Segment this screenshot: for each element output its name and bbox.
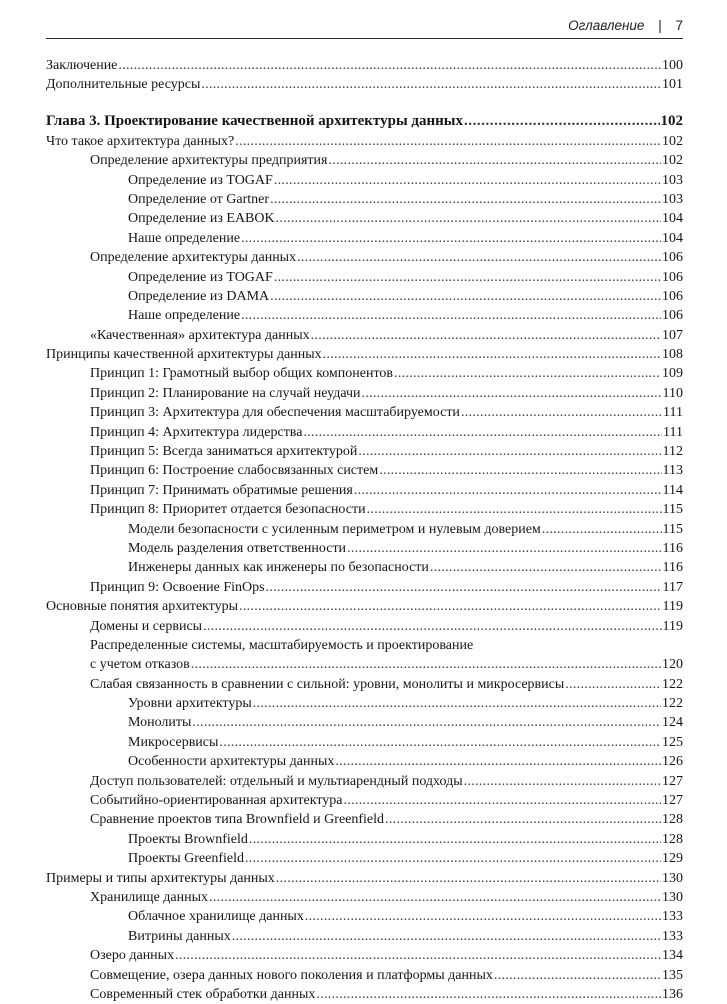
- toc-entry-title: Модели безопасности с усиленным периметром и нулевым доверием: [128, 521, 541, 537]
- toc-entry[interactable]: [46, 539, 683, 558]
- toc-leader-dots: [335, 752, 661, 771]
- toc-leader-dots: [270, 190, 661, 209]
- toc-entry-page: 109: [662, 366, 683, 382]
- toc-leader-dots: [276, 869, 661, 888]
- toc-entry[interactable]: [46, 520, 683, 539]
- toc-leader-dots: [385, 810, 661, 829]
- toc-entry[interactable]: [46, 403, 683, 422]
- toc-entry-title: с учетом отказов: [90, 657, 190, 673]
- toc-leader-dots: [354, 481, 662, 500]
- toc-entry-page: 133: [662, 909, 683, 925]
- toc-entry-page: 112: [662, 444, 683, 460]
- toc-entry[interactable]: [46, 461, 683, 480]
- toc-entry-title: Принцип 2: Планирование на случай неудачи: [90, 385, 361, 401]
- toc-leader-dots: [270, 287, 661, 306]
- toc-leader-dots: [274, 268, 661, 287]
- toc-leader-dots: [245, 849, 661, 868]
- toc-entry[interactable]: [46, 810, 683, 829]
- toc-entry-page: 129: [662, 851, 683, 867]
- toc-leader-dots: [235, 132, 661, 151]
- toc-entry-page: 103: [662, 172, 683, 188]
- toc-entry[interactable]: [46, 558, 683, 577]
- toc-entry[interactable]: [46, 714, 683, 733]
- toc-entry-page: 111: [663, 405, 683, 421]
- toc-entry-page: 106: [662, 250, 683, 266]
- toc-entry[interactable]: [46, 578, 683, 597]
- toc-entry[interactable]: [46, 966, 683, 985]
- toc-entry-title: Микросервисы: [128, 734, 219, 750]
- toc-entry-title: Инженеры данных как инженеры по безопасности: [128, 560, 429, 576]
- toc-leader-dots: [118, 56, 661, 75]
- toc-entry-title: Принцип 1: Грамотный выбор общих компонентов: [90, 366, 394, 382]
- toc-entry-title: Принцип 7: Принимать обратимые решения: [90, 482, 353, 498]
- toc-entry-title: Особенности архитектуры данных: [128, 754, 335, 770]
- toc-leader-dots: [239, 597, 662, 616]
- toc-entry-page: 104: [662, 230, 683, 246]
- toc-leader-dots: [344, 791, 661, 810]
- toc-entry-title: Определение из EABOK: [128, 211, 275, 227]
- toc-entry[interactable]: [46, 151, 683, 170]
- toc-entry[interactable]: [46, 617, 683, 636]
- toc-entry[interactable]: [46, 345, 683, 364]
- toc-entry[interactable]: [46, 384, 683, 403]
- toc-entry-page: 124: [662, 715, 683, 731]
- toc-leader-dots: [316, 985, 661, 1004]
- header-title: Оглавление: [568, 18, 645, 33]
- toc-entry-title: Событийно-ориентированная архитектура: [90, 793, 343, 809]
- toc-leader-dots: [347, 539, 661, 558]
- toc-entry-page: 122: [662, 676, 683, 692]
- toc-entry-title: Определение из TOGAF: [128, 269, 273, 285]
- toc-entry[interactable]: [46, 190, 683, 209]
- toc-entry[interactable]: [46, 326, 683, 345]
- toc-entry[interactable]: [46, 132, 683, 151]
- toc-entry[interactable]: [46, 772, 683, 791]
- toc-leader-dots: [464, 111, 660, 132]
- toc-entry-title: Принцип 4: Архитектура лидерства: [90, 424, 303, 440]
- toc-entry-page: 115: [662, 502, 683, 518]
- toc-leader-dots: [379, 461, 661, 480]
- toc-leader-dots: [358, 442, 661, 461]
- toc-entry-title: «Качественная» архитектура данных: [90, 327, 310, 343]
- toc-entry-page: 102: [662, 153, 683, 169]
- toc-entry-title: Принцип 5: Всегда заниматься архитектурой: [90, 444, 358, 460]
- toc-entry[interactable]: [46, 306, 683, 325]
- toc-entry-page: 104: [662, 211, 683, 227]
- toc-entry-title: Принцип 3: Архитектура для обеспечения масштабируемости: [90, 405, 460, 421]
- toc-entry-page: 122: [662, 696, 683, 712]
- toc-entry-page: 117: [662, 579, 683, 595]
- toc-entry[interactable]: [46, 171, 683, 190]
- toc-entry-page: 113: [662, 463, 683, 479]
- toc-leader-dots: [297, 248, 661, 267]
- toc-entry[interactable]: [46, 985, 683, 1004]
- toc-entry-page: 127: [662, 793, 683, 809]
- toc-leader-dots: [303, 423, 662, 442]
- toc-entry-page: 106: [662, 288, 683, 304]
- toc-entry[interactable]: [46, 907, 683, 926]
- toc-entry[interactable]: [46, 869, 683, 888]
- toc-entry-page: 116: [662, 540, 683, 556]
- toc-leader-dots: [328, 151, 661, 170]
- toc-entry[interactable]: [46, 287, 683, 306]
- toc-leader-dots: [542, 520, 662, 539]
- toc-entry-page: 134: [662, 948, 683, 964]
- toc-entry-page: 114: [662, 482, 683, 498]
- toc-entry-page: 102: [660, 112, 683, 129]
- toc-leader-dots: [219, 733, 661, 752]
- toc-entry-title: Определение от Gartner: [128, 191, 270, 207]
- toc-entry[interactable]: [46, 791, 683, 810]
- toc-entry[interactable]: [46, 423, 683, 442]
- toc-entry-title: Распределенные системы, масштабируемость и проектирование: [90, 637, 474, 653]
- toc-entry-page: 127: [662, 773, 683, 789]
- toc-entry[interactable]: [46, 888, 683, 907]
- toc-entry[interactable]: [46, 694, 683, 713]
- toc-leader-dots: [241, 306, 661, 325]
- toc-entry-title: Принцип 8: Приоритет отдается безопасности: [90, 502, 366, 518]
- toc-leader-dots: [232, 927, 661, 946]
- toc-entry-page: 136: [662, 986, 683, 1002]
- toc-chapter-entry[interactable]: [46, 111, 683, 132]
- toc-leader-dots: [274, 171, 661, 190]
- toc-entry[interactable]: [46, 830, 683, 849]
- toc-entry-title: Что такое архитектура данных?: [46, 133, 235, 149]
- toc-entry[interactable]: [46, 481, 683, 500]
- toc-entry-title: Уровни архитектуры: [128, 696, 252, 712]
- toc-entry-title: Монолиты: [128, 715, 192, 731]
- toc-entry-page: 130: [662, 890, 683, 905]
- toc-entry-title: Примеры и типы архитектуры данных: [46, 870, 275, 886]
- toc-leader-dots: [201, 75, 661, 94]
- toc-leader-dots: [266, 578, 662, 597]
- header-separator: |: [658, 18, 662, 33]
- toc-entry[interactable]: [46, 597, 683, 616]
- toc-leader-dots: [203, 617, 661, 636]
- toc-entry[interactable]: [46, 268, 683, 287]
- toc-entry-title: Озеро данных: [90, 948, 175, 964]
- toc-entry-title: Проекты Brownfield: [128, 831, 248, 847]
- toc-entry-title: Домены и сервисы: [90, 618, 203, 634]
- toc-entry[interactable]: [46, 675, 683, 694]
- toc-entry-title: Наше определение: [128, 308, 241, 324]
- toc-entry-page: 111: [663, 424, 683, 440]
- toc-entry-page: 128: [662, 831, 683, 847]
- toc-entry-page: 107: [662, 327, 683, 343]
- toc-entry-title: Современный стек обработки данных: [90, 986, 316, 1002]
- toc-entry[interactable]: [46, 364, 683, 383]
- toc-leader-dots: [367, 500, 662, 519]
- toc-leader-dots: [305, 907, 661, 926]
- toc-entry-page: 133: [662, 928, 683, 944]
- toc-entry-title: Принцип 6: Построение слабосвязанных систем: [90, 463, 379, 479]
- toc-leader-dots: [253, 694, 661, 713]
- toc-leader-dots: [276, 209, 661, 228]
- toc-entry-page: 119: [662, 618, 683, 634]
- toc-entry-page: 135: [662, 967, 683, 983]
- toc-leader-dots: [362, 384, 662, 403]
- toc-entry-title: Определение из DAMA: [128, 288, 270, 304]
- toc-entry-title: Определение из TOGAF: [128, 172, 273, 188]
- toc-entry-page: 106: [662, 269, 683, 285]
- toc-entry-page: 115: [662, 521, 683, 537]
- toc-entry[interactable]: [46, 655, 683, 674]
- toc-leader-dots: [494, 966, 661, 985]
- toc-entry[interactable]: [46, 849, 683, 868]
- toc-leader-dots: [175, 946, 661, 965]
- toc-entry[interactable]: [46, 75, 683, 94]
- toc-entry-page: 130: [662, 870, 683, 886]
- toc-entry-title: Хранилище данных: [90, 890, 209, 905]
- toc-entry-title: Облачное хранилище данных: [128, 909, 304, 925]
- toc-entry-title: Глава 3. Проектирование качественной архитектуры данных: [46, 112, 463, 129]
- toc-entry[interactable]: [46, 56, 683, 75]
- toc-entry[interactable]: [46, 752, 683, 771]
- toc-entry-title: Модель разделения ответственности: [128, 540, 347, 556]
- toc-leader-dots: [394, 364, 661, 383]
- toc-leader-dots: [565, 675, 661, 694]
- toc-entry-title: Слабая связанность в сравнении с сильной: уровни, монолиты и микросервисы: [90, 676, 565, 692]
- toc-entry-title: Наше определение: [128, 230, 241, 246]
- toc-entry-page: 101: [662, 77, 683, 93]
- toc-entry[interactable]: [46, 442, 683, 461]
- toc-entry-page: 106: [662, 308, 683, 324]
- toc-leader-dots: [241, 229, 661, 248]
- toc-entry-title: Совмещение, озера данных нового поколения и платформы данных: [90, 967, 493, 983]
- toc-entry-title: Основные понятия архитектуры: [46, 599, 239, 615]
- toc-entry-page: 120: [662, 657, 683, 673]
- toc-entry-page: 125: [662, 734, 683, 750]
- toc-entry-title: Определение архитектуры данных: [90, 250, 297, 266]
- toc-leader-dots: [192, 713, 661, 732]
- toc-entry-title: Принципы качественной архитектуры данных: [46, 347, 322, 363]
- header-page-number: 7: [675, 18, 683, 33]
- toc-entry[interactable]: [46, 500, 683, 519]
- toc-entry-line: [46, 636, 683, 655]
- toc-leader-dots: [249, 830, 661, 849]
- table-of-contents: [46, 56, 683, 1004]
- toc-entry-title: Определение архитектуры предприятия: [90, 153, 328, 169]
- toc-entry-title: Доступ пользователей: отдельный и мультиарендный подходы: [90, 773, 463, 789]
- toc-entry-title: Дополнительные ресурсы: [46, 77, 201, 93]
- toc-entry[interactable]: [46, 733, 683, 752]
- toc-entry[interactable]: [46, 946, 683, 965]
- toc-entry-page: 126: [662, 754, 683, 770]
- toc-entry-page: 108: [662, 347, 683, 363]
- toc-entry-page: 102: [662, 133, 683, 149]
- running-header: [46, 14, 683, 39]
- toc-leader-dots: [311, 326, 661, 345]
- toc-entry-page: 128: [662, 812, 683, 828]
- toc-entry-page: 116: [662, 560, 683, 576]
- toc-entry-title: Сравнение проектов типа Brownfield и Greenfield: [90, 812, 385, 828]
- toc-entry[interactable]: [46, 229, 683, 248]
- toc-entry[interactable]: [46, 248, 683, 267]
- toc-entry-page: 100: [662, 57, 683, 73]
- toc-leader-dots: [461, 403, 662, 422]
- toc-entry-title: Витрины данных: [128, 928, 231, 944]
- toc-leader-dots: [430, 558, 662, 577]
- toc-leader-dots: [209, 888, 661, 907]
- toc-entry-page: 119: [662, 599, 683, 615]
- toc-entry-title: Проекты Greenfield: [128, 851, 244, 867]
- toc-entry-title: Принцип 9: Освоение FinOps: [90, 579, 265, 595]
- toc-entry[interactable]: [46, 927, 683, 946]
- toc-leader-dots: [464, 772, 661, 791]
- toc-leader-dots: [191, 655, 661, 674]
- toc-leader-dots: [323, 345, 661, 364]
- toc-entry-title: Заключение: [46, 57, 118, 73]
- toc-entry[interactable]: [46, 209, 683, 228]
- toc-entry-page: 103: [662, 191, 683, 207]
- toc-entry-page: 110: [662, 385, 683, 401]
